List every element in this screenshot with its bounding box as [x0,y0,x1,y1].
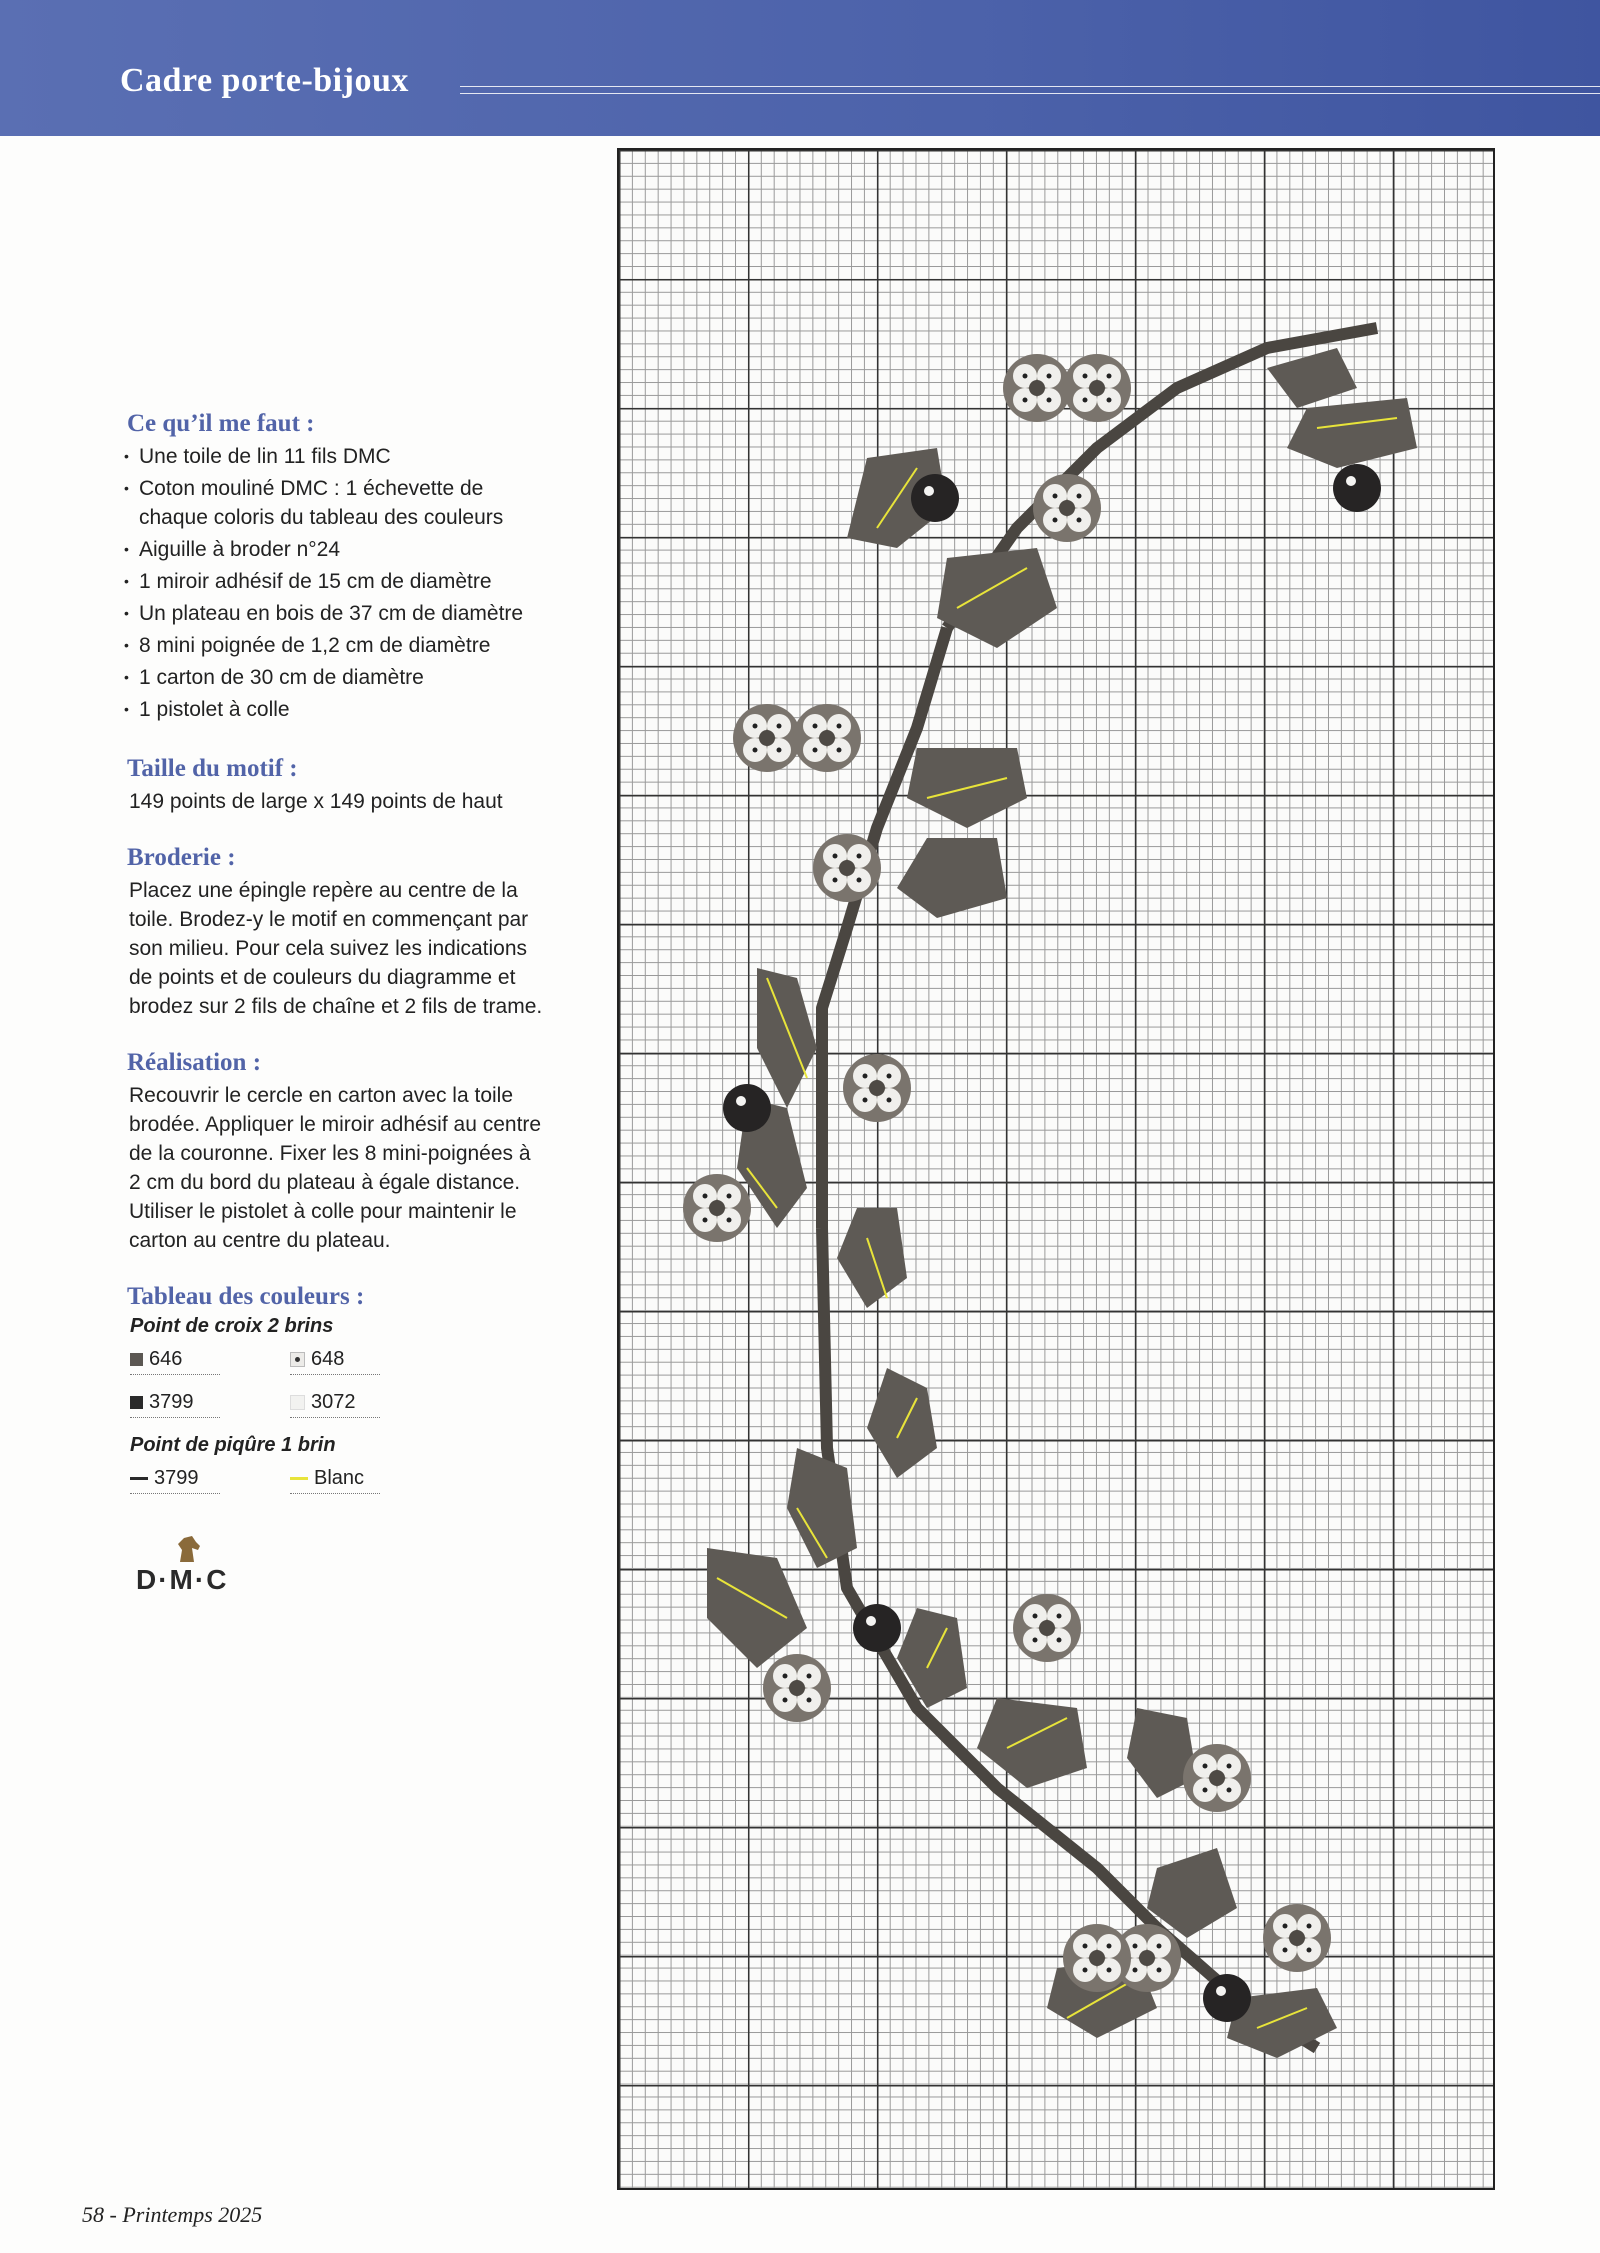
needs-item: • 8 mini poignée de 1,2 cm de diamètre [124,631,544,660]
flower-motif [1003,354,1071,422]
page-header [0,0,1600,136]
flower-motif [1013,1594,1081,1662]
page-title: Cadre porte-bijoux [120,62,409,99]
flower-motif [843,1054,911,1122]
needs-item: • Une toile de lin 11 fils DMC [124,442,544,471]
needs-item: • 1 miroir adhésif de 15 cm de diamètre [124,567,544,596]
color-key-648: 648 [290,1348,380,1375]
needs-item: • Coton mouliné DMC : 1 échevette de chaque coloris du tableau des couleurs [124,474,544,532]
color-row [130,1391,450,1418]
logo-text: D·M·C [136,1564,229,1595]
needs-list [124,442,544,724]
berry-motif [911,474,959,522]
embroidery-title: Broderie : [127,844,236,871]
flower-motif [793,704,861,772]
berry-motif [853,1604,901,1652]
color-key-3799: 3799 [130,1391,220,1418]
making-text: Recouvrir le cercle en carton avec la toile brodée. Appliquer le miroir adhésif au centre de la couronne. Fixer les 8 mini-poignées à 2 cm du bord du plateau à égale distance. Utiliser le pistolet à colle pour maintenir le carton au centre du plateau. [129,1084,542,1252]
color-row [130,1348,450,1375]
horse-icon [172,1534,206,1564]
flower-motif [1263,1904,1331,1972]
color-key-blanc: Blanc [290,1467,380,1494]
size-title: Taille du motif : [127,755,298,782]
line-swatch-icon [130,1477,148,1480]
color-key-3799-backstitch: 3799 [130,1467,220,1494]
size-text: 149 points de large x 149 points de haut [129,790,503,813]
swatch-icon [130,1353,143,1366]
colors-title: Tableau des couleurs : [127,1283,365,1310]
page-footer: 58 - Printemps 2025 [82,2202,263,2227]
embroidery-text: Placez une épingle repère au centre de la toile. Brodez-y le motif en commençant par son milieu. Pour cela suivez les indications de points et de couleurs du diagramme et brodez sur 2 fils de chaîne et 2 fils de trame. [129,879,543,1018]
needs-item: • 1 pistolet à colle [124,695,544,724]
color-key-646: 646 [130,1348,220,1375]
making-title: Réalisation : [127,1049,262,1076]
needs-item: • 1 carton de 30 cm de diamètre [124,663,544,692]
flower-motif [733,704,801,772]
header-rule [460,86,1600,94]
berry-motif [723,1084,771,1132]
cross-stitch-pattern [617,148,1495,2190]
flower-motif [1063,1924,1131,1992]
color-key-3072: 3072 [290,1391,380,1418]
color-row [130,1467,450,1494]
needs-item: • Un plateau en bois de 37 cm de diamètre [124,599,544,628]
dmc-logo [132,1534,262,1594]
backstitch-subtitle: Point de piqûre 1 brin [130,1434,336,1456]
needs-title: Ce qu’il me faut : [127,410,315,437]
needs-item: • Aiguille à broder n°24 [124,535,544,564]
flower-motif [1183,1744,1251,1812]
swatch-icon [130,1396,143,1409]
cross-stitch-subtitle: Point de croix 2 brins [130,1315,334,1337]
flower-motif [813,834,881,902]
flower-motif [1063,354,1131,422]
swatch-icon [290,1352,305,1367]
berry-motif [1333,464,1381,512]
swatch-icon [290,1395,305,1410]
flower-motif [763,1654,831,1722]
instructions-column [124,410,544,1594]
line-swatch-icon [290,1477,308,1480]
flower-motif [1033,474,1101,542]
flower-motif [683,1174,751,1242]
berry-motif [1203,1974,1251,2022]
